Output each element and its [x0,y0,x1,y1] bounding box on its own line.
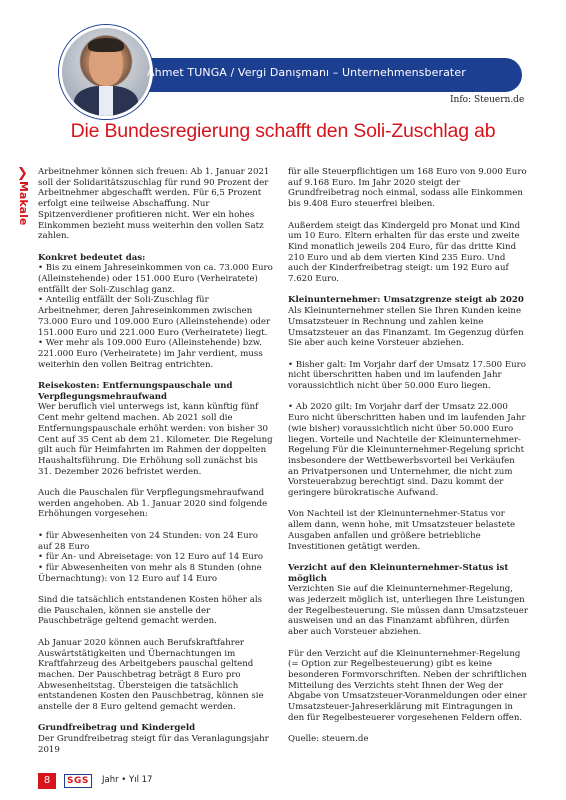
list-item: • Bis zu einem Jahreseinkommen von ca. 73.000 Euro (Alleinstehende) oder 151.000 Euro (Verheiratete) entfällt der Soli-Zuschlag ganz. [38,263,273,295]
paragraph: • für Abwesenheiten von mehr als 8 Stunden (ohne Übernachtung): von 12 Euro auf 14 Euro [38,562,262,584]
subheading: Konkret bedeutet das: [38,252,146,263]
paragraph: Von Nachteil ist der Kleinunternehmer-Status vor allem dann, wenn hohe, mit Umsatzsteuer belastete Ausgaben anfallen und größere betriebliche Investitionen getätigt werden. [288,509,516,552]
magazine-logo: SGS [64,774,92,788]
paragraph: Auch die Pauschalen für Verpflegungsmehraufwand werden angehoben. Ab 1. Januar 2020 sind folgende Erhöhungen vorgesehen: [38,488,268,520]
page-title: Die Bundesregierung schafft den Soli-Zuschlag ab [70,120,496,142]
source-info: Info: Steuern.de [450,95,525,105]
paragraph: Als Kleinunternehmer stellen Sie Ihren Kunden keine Umsatzsteuer in Rechnung und zahlen keine Umsatzsteuer an das Finanzamt. Im Gegenzug dürfen Sie aber auch keine Vorsteuer abziehen. [288,306,524,349]
subheading: Verzicht auf den Kleinunternehmer-Status ist möglich [288,562,509,584]
paragraph: Verzichten Sie auf die Kleinunternehmer-Regelung, was jederzeit möglich ist, unterliegen Ihre Leistungen der Regelbesteuerung. Sie müssen dann Umsatzsteuer ausweisen und an das Finanzamt abführen, dürfen aber auch Vorsteuer abziehen. [288,584,528,638]
paragraph: Außerdem steigt das Kindergeld pro Monat und Kind um 10 Euro. Eltern erhalten für das erste und zweite Kind monatlich jeweils 204 Euro, für das dritte Kind 210 Euro und ab dem vierten Kind 235 Euro. Und auch der Kinderfreibetrag steigt: um 192 Euro auf 7.620 Euro. [288,220,521,285]
section-label: Makale [17,181,30,226]
list-item: Der Grundfreibetrag steigt für das Veranlagungsjahr 2019 [38,734,269,755]
author-photo [59,25,153,119]
issue-label: Jahr • Yıl 17 [102,775,153,785]
list-item: • Anteilig entfällt der Soli-Zuschlag für Arbeitnehmer, deren Jahreseinkommen zwischen 73.000 Euro und 109.000 Euro (Alleinstehende) oder 151.000 Euro und 221.000 Euro (Verheiratete) liegt. [38,295,271,338]
paragraph: für alle Steuerpflichtigen um 168 Euro von 9.000 Euro auf 9.168 Euro. Im Jahr 2020 steigt der Grundfreibetrag noch einmal, sodass alle Einkommen bis 9.408 Euro steuerfrei bleiben. [288,167,527,210]
subheading: Kleinunternehmer: Umsatzgrenze steigt ab 2020 [288,295,524,306]
list-item: • für Abwesenheiten von 24 Stunden: von 24 Euro auf 28 Euro [38,530,258,552]
paragraph: • Ab 2020 gilt: Im Vorjahr darf der Umsatz 22.000 Euro nicht überschritten haben und im laufenden Jahr (wie bisher) voraussichtlich nicht über 50.000 Euro liegen. Vorteile und Nachteile der Kleinunternehmer-Regelung Für die Kleinunternehmer-Regelung spricht insbesondere der Wettbewerbsvorteil bei Verkäufen an Privatpersonen und Unternehmer, die nicht zum Vorsteuerabzug berechtigt sind. Dazu kommt der geringere bürokratische Aufwand. [288,402,526,499]
paragraph: • Wer mehr als 109.000 Euro (Alleinstehende) bzw. 221.000 Euro (Verheiratete) im Jahr verdient, muss weiterhin den vollen Beitrag entrichten. [38,338,263,370]
chevron-right-icon: ❯ [17,166,28,181]
subheading: Grundfreibetrag und Kindergeld [38,723,196,734]
page-number: 8 [38,773,56,789]
paragraph: Ab Januar 2020 können auch Berufskraftfahrer Auswärtstätigkeiten und Übernachtungen im Kraftfahrzeug des Arbeitgebers pauschal geltend machen. Der Pauschbetrag beträgt 8 Euro pro Abwesenheitstag. Übersteigen die tatsächlich entstandenen Kosten den Pauschbetrag, können sie anstelle der 8 Euro geltend gemacht werden. [38,637,264,713]
paragraph: Wer beruflich viel unterwegs ist, kann künftig fünf Cent mehr geltend machen. Ab 2021 soll die Entfernungspauschale erhöht werden: von bisher 30 Cent auf 35 Cent ab dem 21. Kilometer. Die Regelung gilt auch für Heimfahrten im Rahmen der doppelten Haushaltsführung. Die Erhöhung soll zunächst bis 31. Dezember 2026 befristet werden. [38,402,273,477]
paragraph: Arbeitnehmer können sich freuen: Ab 1. Januar 2021 soll der Solidaritätszuschlag für rund 90 Prozent der Arbeitnehmer abgeschafft werden. Für 6,5 Prozent erfolgt eine teilweise Abschaffung. Nur Spitzenverdiener profitieren nicht. Wer ein hohes Einkommen bezieht muss weiterhin den vollen Satz zahlen. [38,167,270,242]
paragraph: Sind die tatsächlich entstandenen Kosten höher als die Pauschalen, können sie anstelle der Pauschbeträge geltend gemacht werden. [38,595,263,627]
article-column-left [38,167,273,756]
author-name: Ahmet TUNGA / Vergi Danışmanı – Unternehmensberater [147,66,466,79]
article-column-right [288,167,528,756]
subheading: Reisekosten: Entfernungspauschale und Verpflegungsmehraufwand [38,381,233,402]
paragraph: Quelle: steuern.de [288,734,369,745]
paragraph: Für den Verzicht auf die Kleinunternehmer-Regelung (= Option zur Regelbesteuerung) gibt es keine besonderen Formvorschriften. Neben der schriftlichen Mitteilung des Verzichts steht Ihnen der Weg der Abgabe von Umsatzsteuer-Voranmeldungen oder einer Umsatzsteuer-Jahreserklärung mit Eintragungen in den für Regelbesteuerer vorgesehenen Feldern offen. [288,648,527,723]
list-item: • für An- und Abreisetage: von 12 Euro auf 14 Euro [38,552,264,563]
paragraph: • Bisher galt: Im Vorjahr darf der Umsatz 17.500 Euro nicht überschritten haben und im laufenden Jahr voraussichtlich nicht über 50.000 Euro liegen. [288,359,526,392]
